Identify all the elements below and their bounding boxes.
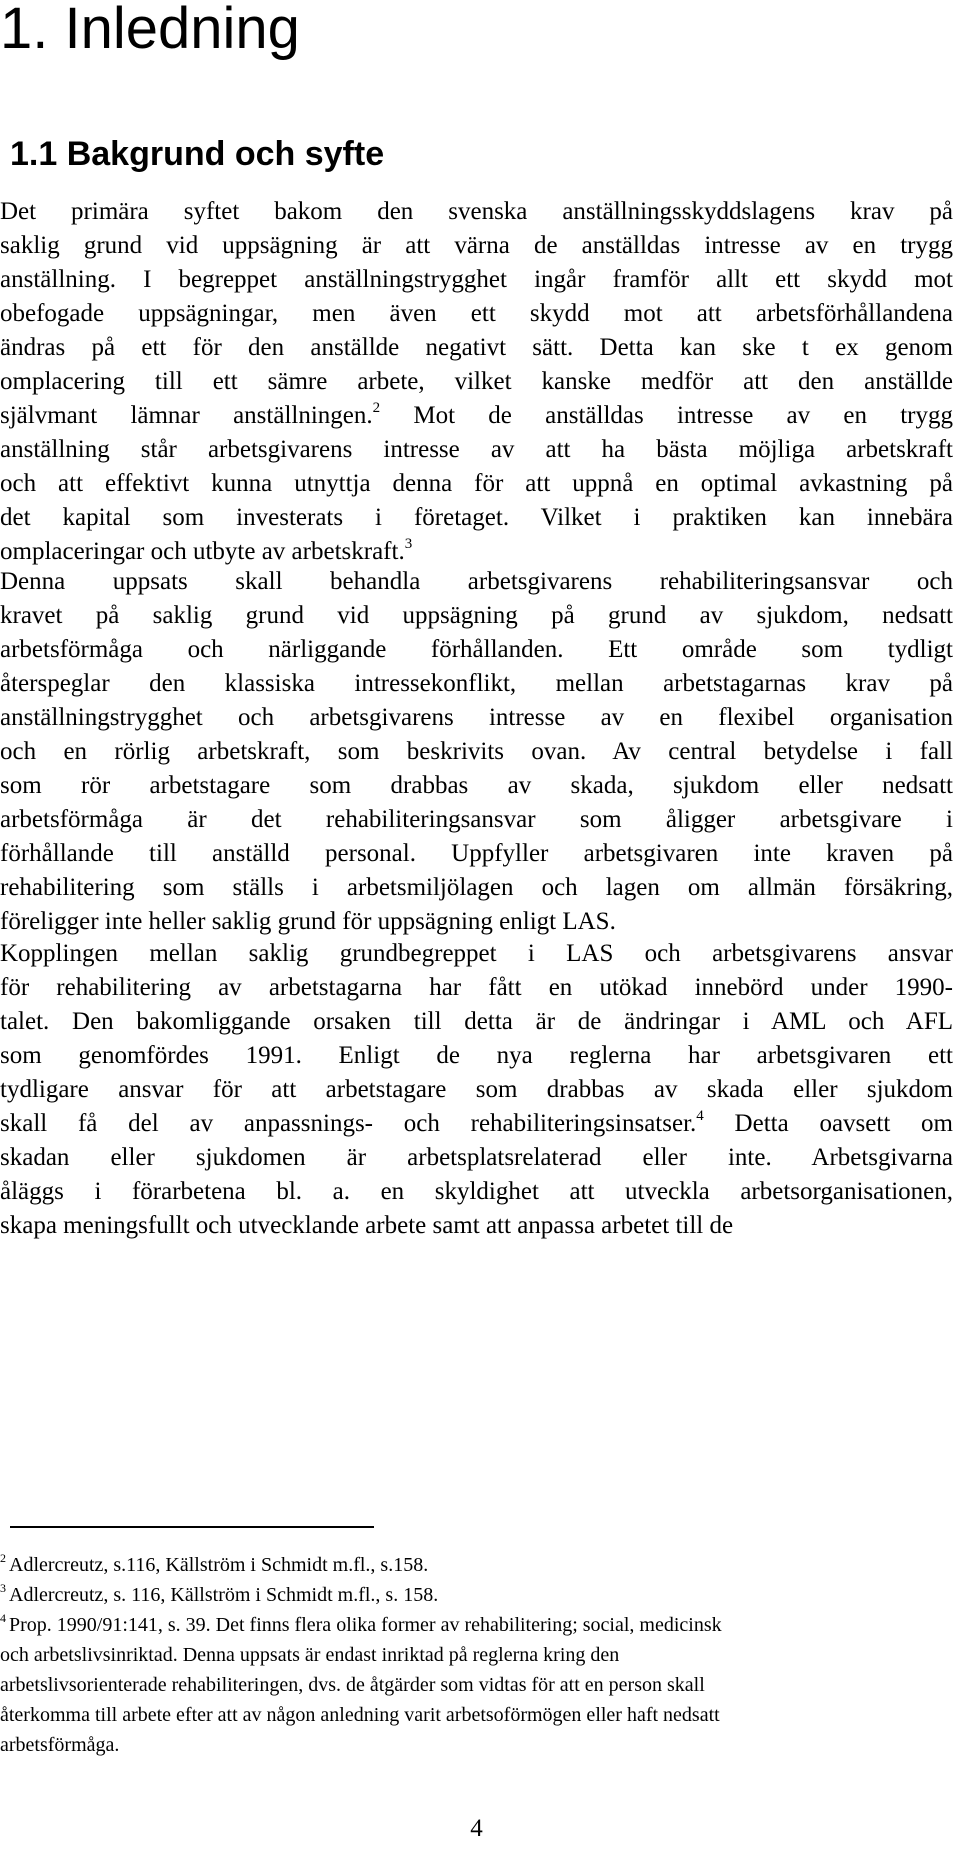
paragraph-line [0, 1039, 953, 1073]
footnote-text: och arbetslivsinriktad. Denna uppsats är endast inriktad på reglerna kring den [0, 1644, 620, 1666]
paragraph-line [0, 1107, 953, 1141]
page-number: 4 [470, 1815, 483, 1842]
line-text: som genomfördes 1991. Enligt de nya reglerna har arbetsgivaren ett [0, 1042, 953, 1069]
line-text: förhållande till anställd personal. Uppfyller arbetsgivaren inte kraven på [0, 840, 953, 867]
paragraph-line [0, 331, 953, 365]
line-text: anställning står arbetsgivarens intresse av att ha bästa möjliga arbetskraft [0, 436, 953, 463]
line-text: ändras på ett för den anställde negativt sätt. Detta kan ske t ex genom [0, 334, 953, 361]
paragraph-line [0, 905, 953, 939]
paragraph-line [0, 769, 953, 803]
line-text: omplacering till ett sämre arbete, vilket kanske medför att den anställde [0, 368, 953, 395]
paragraph-line [0, 501, 953, 535]
line-text: obefogade uppsägningar, men även ett skydd mot att arbetsförhållandena [0, 300, 953, 327]
line-text: självmant lämnar anställningen. [0, 402, 373, 429]
footnote-separator [10, 1526, 374, 1528]
paragraph-line [0, 1209, 953, 1243]
paragraph-line [0, 1073, 953, 1107]
footnote-line [0, 1550, 953, 1580]
paragraph-line [0, 971, 953, 1005]
line-text: arbetsförmåga och närliggande förhållanden. Ett område som tydligt [0, 636, 953, 663]
chapter-heading: 1. Inledning [0, 0, 300, 61]
line-text: återspeglar den klassiska intressekonflikt, mellan arbetstagarnas krav på [0, 670, 953, 697]
footnote-reference[interactable]: 4 [696, 1108, 704, 1124]
paragraph-line [0, 1005, 953, 1039]
paragraph-line [0, 1175, 953, 1209]
footnote-reference[interactable]: 3 [404, 536, 413, 552]
footnote-text: Adlercreutz, s.116, Källström i Schmidt m.fl., s.158. [9, 1554, 429, 1576]
line-text: tydligare ansvar för att arbetstagare som drabbas av skada eller sjukdom [0, 1076, 953, 1103]
paragraph-line [0, 263, 953, 297]
line-text: kravet på saklig grund vid uppsägning på grund av sjukdom, nedsatt [0, 602, 953, 629]
paragraph-line [0, 837, 953, 871]
paragraph-line [0, 735, 953, 769]
footnote-reference[interactable]: 2 [372, 400, 381, 416]
line-text-continued: Detta oavsett om [703, 1110, 953, 1137]
line-text: åläggs i förarbetena bl. a. en skyldighet att utveckla arbetsorganisationen, [0, 1178, 953, 1205]
paragraph-line [0, 1141, 953, 1175]
line-text: skadan eller sjukdomen är arbetsplatsrelaterad eller inte. Arbetsgivarna [0, 1144, 953, 1171]
line-text: som rör arbetstagare som drabbas av skada, sjukdom eller nedsatt [0, 772, 953, 799]
line-text: och att effektivt kunna utnyttja denna för att uppnå en optimal avkastning på [0, 470, 953, 497]
paragraph-line [0, 535, 953, 569]
footnote-line [0, 1610, 953, 1640]
footnote-text: Prop. 1990/91:141, s. 39. Det finns flera olika former av rehabilitering; social, medicinsk [9, 1614, 722, 1636]
line-text: arbetsförmåga är det rehabiliteringsansvar som åligger arbetsgivare i [0, 806, 953, 833]
footnote-text: Adlercreutz, s. 116, Källström i Schmidt m.fl., s. 158. [9, 1584, 439, 1606]
footnote-number: 3 [0, 1581, 6, 1595]
line-text: omplaceringar och utbyte av arbetskraft. [0, 538, 405, 565]
paragraph-line [0, 297, 953, 331]
footnote-line [0, 1670, 953, 1700]
paragraph-line [0, 633, 953, 667]
paragraph-line [0, 195, 953, 229]
paragraph-line [0, 433, 953, 467]
footnote-line [0, 1700, 953, 1730]
paragraph-line [0, 599, 953, 633]
paragraph-line [0, 229, 953, 263]
paragraph-line [0, 701, 953, 735]
line-text-continued: Mot de anställdas intresse av en trygg [380, 402, 953, 429]
paragraph-line [0, 871, 953, 905]
line-text: skapa meningsfullt och utvecklande arbete samt att anpassa arbetet till de [0, 1212, 734, 1239]
line-text: och en rörlig arbetskraft, som beskrivits ovan. Av central betydelse i fall [0, 738, 953, 765]
paragraph-line [0, 565, 953, 599]
line-text: Kopplingen mellan saklig grundbegreppet i LAS och arbetsgivarens ansvar [0, 940, 953, 967]
footnote-text: arbetslivsorienterade rehabiliteringen, dvs. de åtgärder som vidtas för att en person skall [0, 1674, 705, 1696]
paragraph-line [0, 667, 953, 701]
line-text: talet. Den bakomliggande orsaken till detta är de ändringar i AML och AFL [0, 1008, 953, 1035]
line-text: föreligger inte heller saklig grund för uppsägning enligt LAS. [0, 908, 616, 935]
line-text: anställningstrygghet och arbetsgivarens intresse av en flexibel organisation [0, 704, 953, 731]
section-heading: 1.1 Bakgrund och syfte [10, 135, 385, 173]
line-text: för rehabilitering av arbetstagarna har fått en utökad innebörd under 1990- [0, 974, 953, 1001]
paragraph-line [0, 937, 953, 971]
footnote-number: 2 [0, 1551, 6, 1565]
line-text: Denna uppsats skall behandla arbetsgivarens rehabiliteringsansvar och [0, 568, 953, 595]
footnote-text: arbetsförmåga. [0, 1734, 120, 1756]
footnote-text: återkomma till arbete efter att av någon anledning varit arbetsoförmögen eller haft nedsatt [0, 1704, 720, 1726]
footnote-number: 4 [0, 1611, 6, 1625]
line-text: saklig grund vid uppsägning är att värna de anställdas intresse av en trygg [0, 232, 953, 259]
line-text: det kapital som investerats i företaget. Vilket i praktiken kan innebära [0, 504, 953, 531]
footnote-line [0, 1730, 953, 1760]
paragraph-line [0, 803, 953, 837]
line-text: rehabilitering som ställs i arbetsmiljölagen och lagen om allmän försäkring, [0, 874, 953, 901]
line-text: anställning. I begreppet anställningstrygghet ingår framför allt ett skydd mot [0, 266, 953, 293]
footnote-line [0, 1640, 953, 1670]
paragraph-line [0, 467, 953, 501]
paragraph-line [0, 365, 953, 399]
line-text: Det primära syftet bakom den svenska anställningsskyddslagens krav på [0, 198, 953, 225]
footnote-line [0, 1580, 953, 1610]
line-text: skall få del av anpassnings- och rehabiliteringsinsatser. [0, 1110, 697, 1137]
paragraph-line [0, 399, 953, 433]
